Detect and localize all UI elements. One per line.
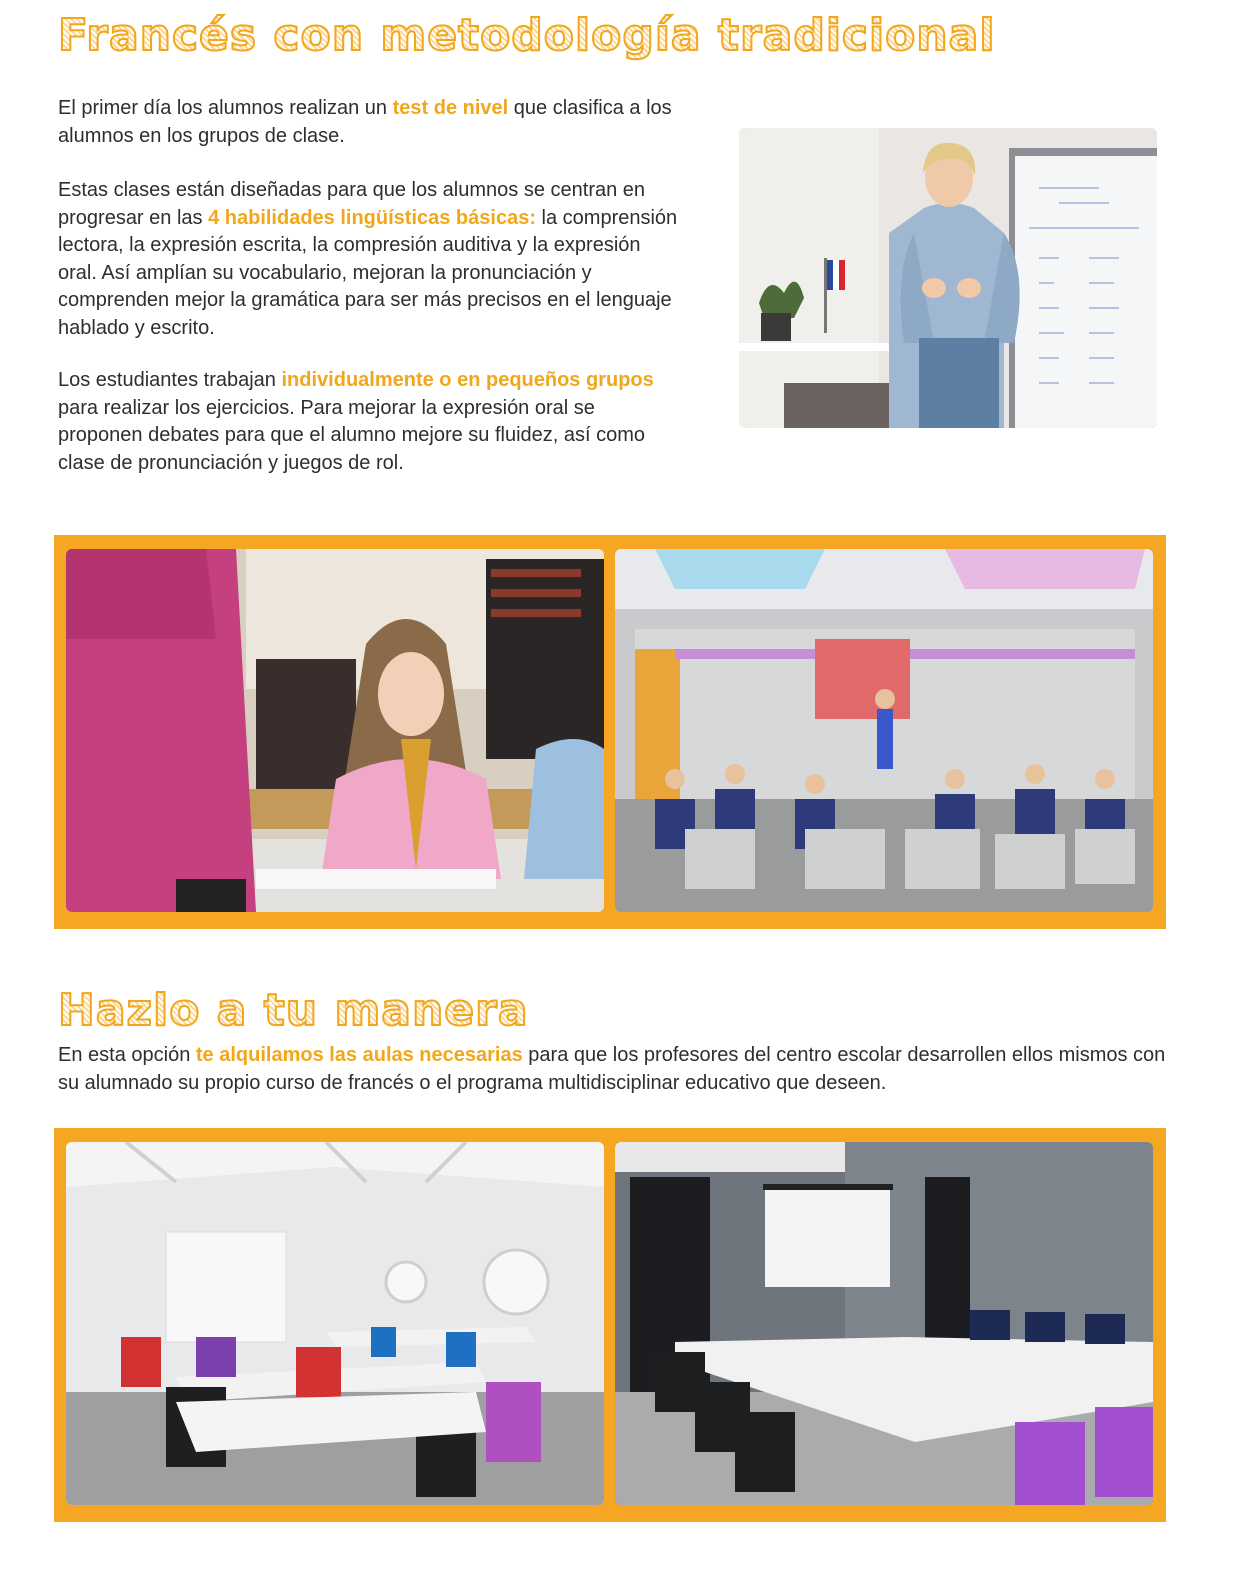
paragraph-text: Los estudiantes trabajan <box>58 369 282 391</box>
photo-frame-rooms <box>54 1128 1166 1522</box>
highlight-text: individualmente o en pequeños grupos <box>281 369 654 391</box>
skills-paragraph <box>58 177 678 342</box>
group-circle-photo <box>615 549 1153 912</box>
paragraph-text: Estas clases están diseñadas para que los alumnos se centran en progresar en las <box>58 179 646 229</box>
teacher-photo <box>739 128 1157 428</box>
paragraph-text: para que los profesores del centro escolar desarrollen ellos mismos con su alumnado su propio curso de francés o el programa multidisciplinar educativo que deseen. <box>58 1044 1166 1094</box>
highlight-text: test de nivel <box>392 97 509 119</box>
groups-paragraph <box>58 367 678 477</box>
highlight-text: 4 habilidades lingüísticas básicas: <box>208 206 536 229</box>
section-title-own-way: Hazlo a tu manera <box>58 985 529 1036</box>
rental-paragraph <box>58 1042 1178 1097</box>
paragraph-text: la comprensión lectora, la expresión escrita, la compresión auditiva y la expresión oral. Así amplían su vocabulario, mejoran la pronunciación y comprenden mejor la gramática para ser más precisos en el lenguaje hablado y escrito. <box>58 206 678 339</box>
paragraph-text: para realizar los ejercicios. Para mejorar la expresión oral se proponen debates para que el alumno mejore su fluidez, así como clase de pronunciación y juegos de rol. <box>58 396 646 474</box>
student-discussion-photo <box>66 549 604 912</box>
photo-frame-classes <box>54 535 1166 929</box>
meeting-room-photo <box>615 1142 1153 1505</box>
paragraph-text: El primer día los alumnos realizan un <box>58 97 393 119</box>
paragraph-text: En esta opción <box>58 1044 196 1066</box>
intro-paragraph <box>58 95 678 150</box>
paragraph-text: que clasifica a los alumnos en los grupos de clase. <box>58 97 672 147</box>
highlight-text: te alquilamos las aulas necesarias <box>195 1044 523 1066</box>
section-title-traditional: Francés con metodología tradicional <box>58 10 996 61</box>
empty-classroom-photo <box>66 1142 604 1505</box>
